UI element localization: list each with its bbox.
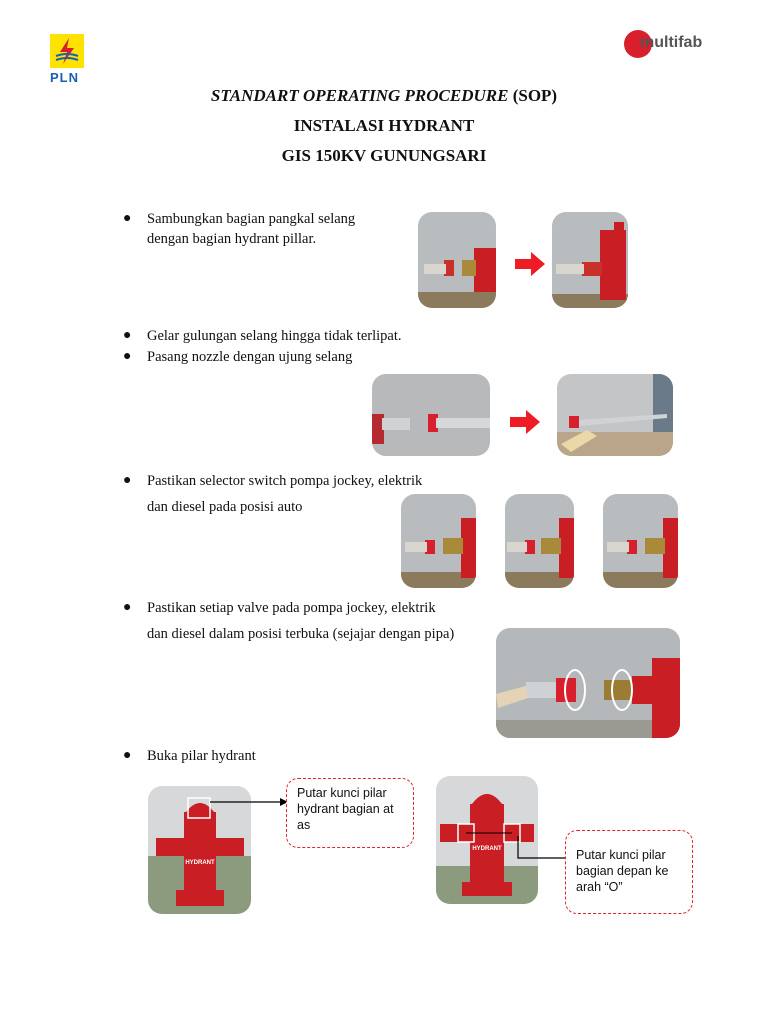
- title-sop-suffix: (SOP): [508, 86, 558, 105]
- step-2: [123, 326, 447, 346]
- bullet-icon: ●: [123, 211, 132, 226]
- step-6: [123, 746, 447, 766]
- pointer-arrow-icon: [210, 796, 288, 808]
- pln-logo-text: PLN: [50, 70, 79, 85]
- title-sop-italic: STANDART OPERATING PROCEDURE: [210, 86, 509, 105]
- photo-hose-base-before: [418, 212, 496, 308]
- step-5-line1: Pastikan setiap valve pada pompa jockey, elektrik: [147, 600, 436, 616]
- bullet-icon: ●: [123, 473, 132, 488]
- step-5-line2: dan diesel dalam posisi terbuka (sejajar dengan pipa): [147, 626, 455, 642]
- photo-selector-1: [401, 494, 476, 588]
- step-3-line1: Pasang nozzle dengan ujung selang: [147, 349, 353, 365]
- photo-valve: [496, 628, 680, 738]
- step-4-line1: Pastikan selector switch pompa jockey, elektrik: [147, 473, 423, 489]
- step-1-line1: Sambungkan bagian pangkal selang: [147, 211, 356, 227]
- bullet-icon: ●: [123, 600, 132, 615]
- hydrant-label-text: HYDRANT: [185, 860, 215, 866]
- title-instalasi: INSTALASI HYDRANT: [293, 116, 475, 135]
- multifab-logo: [624, 28, 714, 62]
- step-3: [123, 347, 447, 367]
- photo-hose-base-after: [552, 212, 628, 308]
- bullet-icon: ●: [123, 748, 132, 763]
- pln-lightning-icon: [50, 34, 84, 68]
- arrow-right-icon: [515, 252, 545, 276]
- step-1-line2: dengan bagian hydrant pillar.: [147, 231, 317, 247]
- step-2-line1: Gelar gulungan selang hingga tidak terlipat.: [147, 328, 402, 344]
- photo-nozzle-before: [372, 374, 490, 456]
- photo-selector-3: [603, 494, 678, 588]
- title-sop: [0, 86, 768, 106]
- callout-top-key: Putar kunci pilar hydrant bagian at as: [286, 778, 414, 848]
- bullet-icon: ●: [123, 349, 132, 364]
- multifab-logo-text: multifab: [640, 34, 703, 51]
- bullet-icon: ●: [123, 328, 132, 343]
- step-5: [123, 598, 487, 644]
- step-6-line1: Buka pilar hydrant: [147, 748, 256, 764]
- photo-nozzle-after: [557, 374, 673, 456]
- pln-logo: [48, 32, 90, 88]
- step-4-line2: dan diesel pada posisi auto: [147, 499, 303, 515]
- callout-front-key: Putar kunci pilar bagian depan ke arah “O”: [565, 830, 693, 914]
- step-1: [123, 209, 397, 249]
- photo-selector-2: [505, 494, 574, 588]
- arrow-right-icon: [510, 410, 540, 434]
- hydrant-label-text: HYDRANT: [472, 846, 502, 852]
- title-gis: GIS 150KV GUNUNGSARI: [281, 146, 487, 165]
